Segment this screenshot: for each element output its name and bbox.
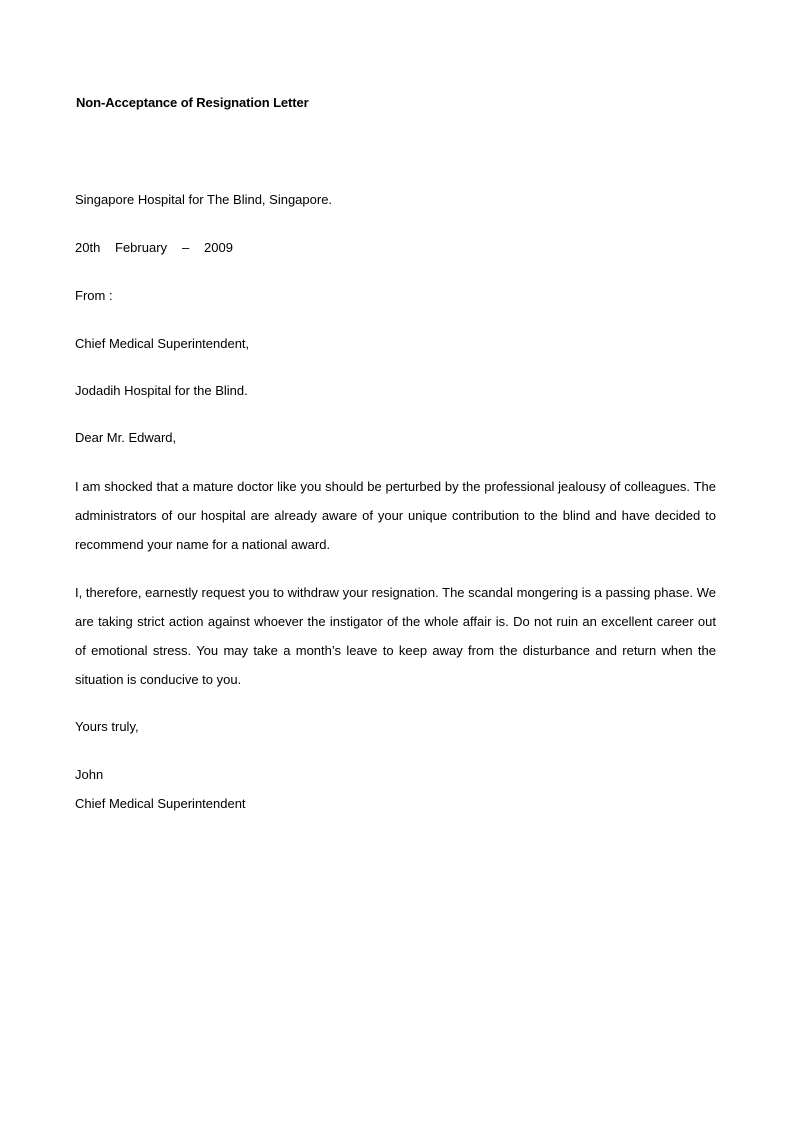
letter-address: Singapore Hospital for The Blind, Singapore. [75,192,333,207]
sender-organization: Jodadih Hospital for the Blind. [75,383,248,398]
body-paragraph-2: I, therefore, earnestly request you to withdraw your resignation. The scandal mongering is a passing phase. We are taking strict action against whoever the instigator of the whole affair is. Do not ruin an excellent career out of emotional stress. You may take a month’s leave to keep away from the disturbance and return when the situation is conducive to you. [75,585,716,687]
letter-date [75,240,233,255]
sender-title: Chief Medical Superintendent, [75,336,250,351]
signature-title: Chief Medical Superintendent [75,796,246,811]
closing: Yours truly, [75,719,139,734]
date-year: 2009 [204,240,233,255]
date-month: February [115,240,168,255]
signature-name: John [75,767,104,782]
letter-title: Non-Acceptance of Resignation Letter [76,95,309,110]
body-paragraph-1: I am shocked that a mature doctor like you should be perturbed by the professional jealousy of colleagues. The administrators of our hospital are already aware of your unique contribution to the blind and have decided to recommend your name for a national award. [75,479,716,552]
salutation: Dear Mr. Edward, [75,430,177,445]
date-dash: – [182,240,190,255]
from-label: From : [75,288,113,303]
date-day: 20th [75,240,101,255]
